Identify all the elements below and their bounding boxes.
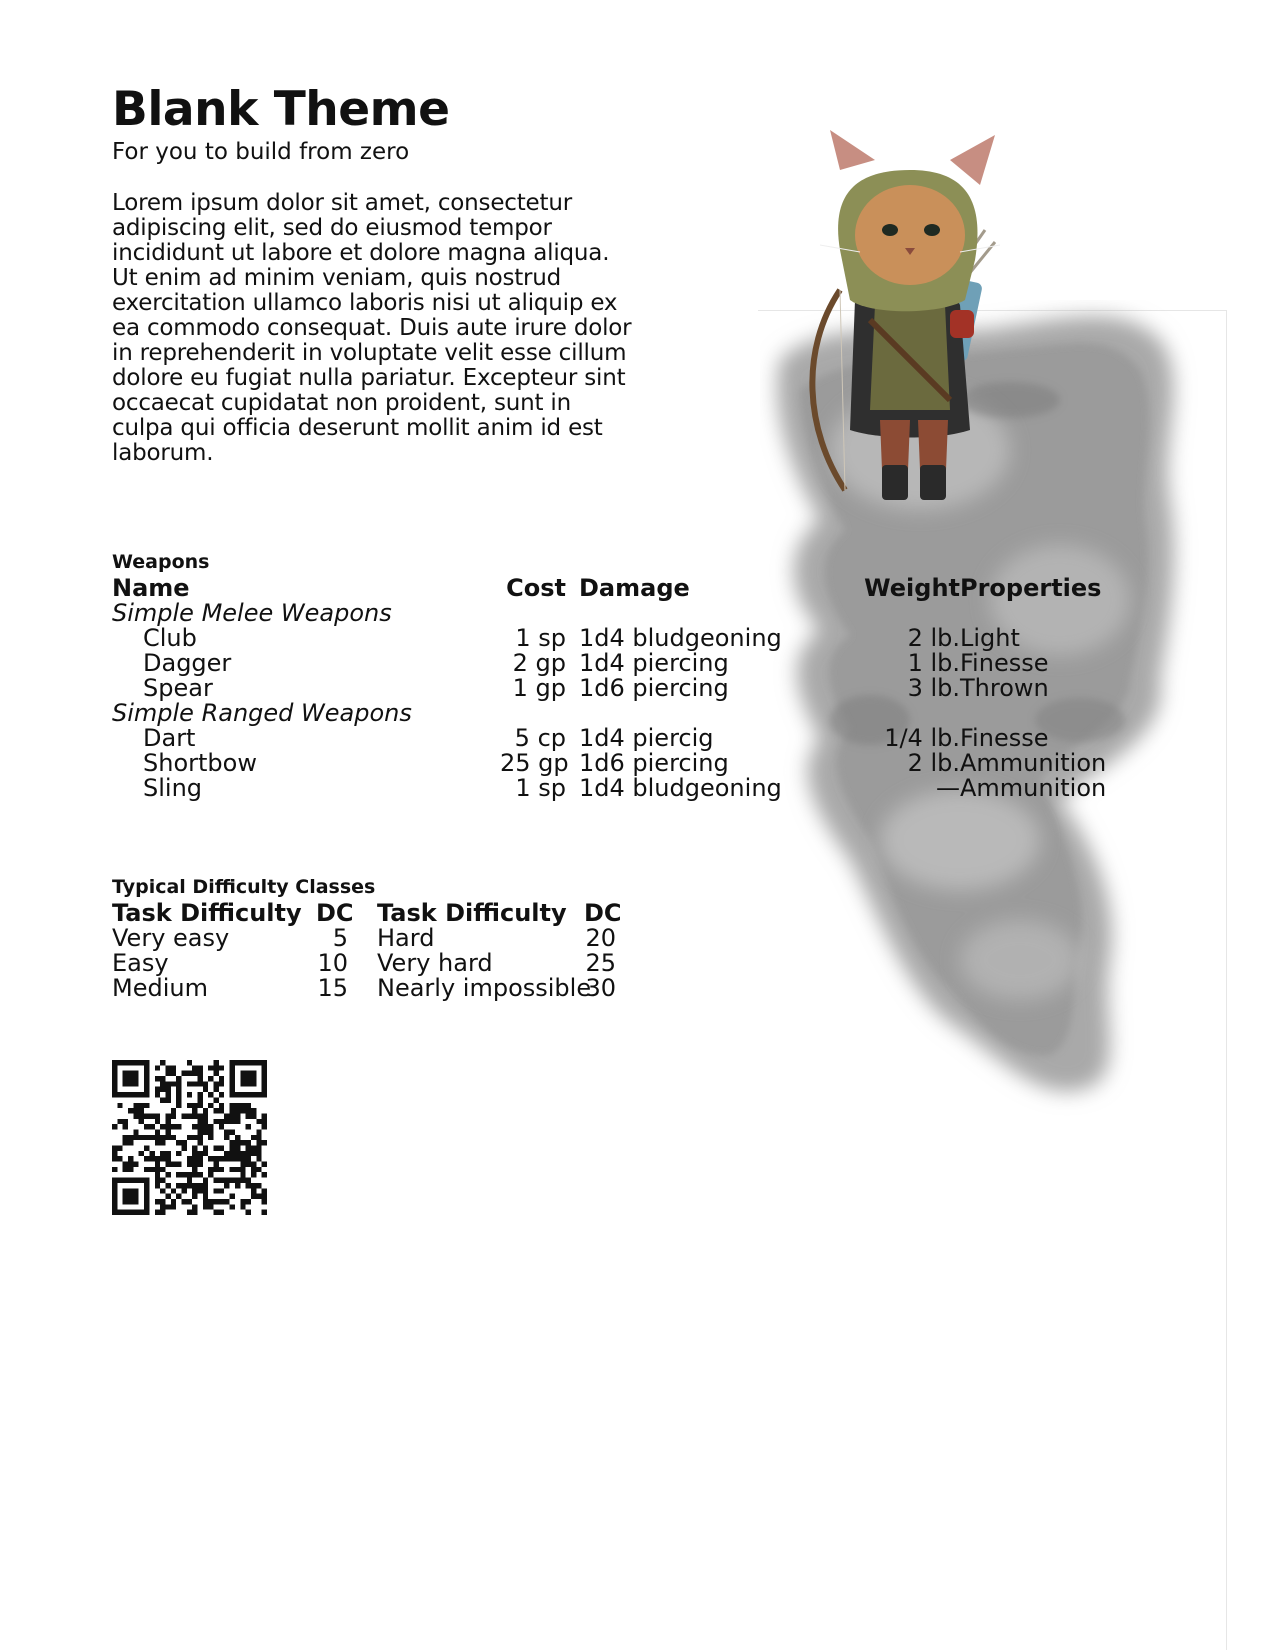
weapon-properties: Finesse bbox=[960, 649, 1049, 677]
dc-header-dc: DC bbox=[584, 899, 622, 927]
weapons-header-damage: Damage bbox=[579, 574, 690, 602]
weapon-properties: Ammunition bbox=[960, 774, 1107, 802]
weapon-weight: 3 lb. bbox=[907, 674, 960, 702]
weapon-weight: 1 lb. bbox=[907, 649, 960, 677]
dc-task: Very easy bbox=[112, 924, 230, 952]
dc-value: 10 bbox=[317, 949, 348, 977]
weapon-cost: 1 gp bbox=[512, 674, 566, 702]
dc-header-task: Task Difficulty bbox=[112, 899, 302, 927]
dc-header-task: Task Difficulty bbox=[377, 899, 567, 927]
weapon-cost: 2 gp bbox=[512, 649, 566, 677]
dc-header-dc: DC bbox=[316, 899, 354, 927]
weapon-name: Spear bbox=[143, 674, 213, 702]
dc-task: Easy bbox=[112, 949, 169, 977]
qr-code bbox=[112, 1060, 267, 1215]
weapons-group-label: Simple Melee Weapons bbox=[112, 599, 392, 627]
intro-paragraph: Lorem ipsum dolor sit amet, consectetur adipiscing elit, sed do eiusmod tempor incididunt ut labore et dolore magna aliqua. Ut enim ad minim veniam, quis nostrud exercitation ullamco laboris nisi ut aliquip ex ea commodo consequat. Duis aute irure dolor in reprehenderit in voluptate velit esse cillum dolore eu fugiat nulla pariatur. Excepteur sint occaecat cupidatat non proident, sunt in culpa qui officia deserunt mollit anim id est laborum. bbox=[112, 190, 632, 466]
dc-task: Medium bbox=[112, 974, 208, 1002]
weapons-header-cost: Cost bbox=[506, 574, 566, 602]
weapon-properties: Finesse bbox=[960, 724, 1049, 752]
weapon-cost: 5 cp bbox=[514, 724, 566, 752]
weapon-cost: 1 sp bbox=[515, 624, 566, 652]
weapons-header-properties: Properties bbox=[960, 574, 1102, 602]
dc-value: 20 bbox=[585, 924, 616, 952]
weapons-header-name: Name bbox=[112, 574, 190, 602]
weapon-name: Shortbow bbox=[143, 749, 257, 777]
weapon-name: Dagger bbox=[143, 649, 232, 677]
weapon-name: Dart bbox=[143, 724, 196, 752]
dc-value: 15 bbox=[317, 974, 348, 1002]
weapon-cost: 1 sp bbox=[515, 774, 566, 802]
dc-value: 30 bbox=[585, 974, 616, 1002]
dc-value: 5 bbox=[332, 924, 348, 952]
weapon-damage: 1d6 piercing bbox=[579, 749, 729, 777]
dc-task: Hard bbox=[377, 924, 435, 952]
weapon-damage: 1d4 piercing bbox=[579, 649, 729, 677]
dc-task: Nearly impossible bbox=[377, 974, 592, 1002]
page-title: Blank Theme bbox=[112, 82, 450, 137]
weapon-cost: 25 gp bbox=[500, 749, 569, 777]
dc-caption: Typical Difficulty Classes bbox=[112, 876, 376, 898]
weapon-weight: 2 lb. bbox=[907, 624, 960, 652]
weapons-group-label: Simple Ranged Weapons bbox=[112, 699, 412, 727]
weapon-name: Sling bbox=[143, 774, 203, 802]
cat-ranger-illustration bbox=[800, 130, 1020, 520]
weapon-damage: 1d6 piercing bbox=[579, 674, 729, 702]
weapon-weight: 2 lb. bbox=[907, 749, 960, 777]
weapon-properties: Light bbox=[960, 624, 1020, 652]
weapon-damage: 1d4 bludgeoning bbox=[579, 774, 782, 802]
weapon-weight: 1/4 lb. bbox=[884, 724, 960, 752]
dc-task: Very hard bbox=[377, 949, 493, 977]
weapon-weight: — bbox=[936, 774, 960, 802]
dc-value: 25 bbox=[585, 949, 616, 977]
weapon-name: Club bbox=[143, 624, 197, 652]
weapon-properties: Ammunition bbox=[960, 749, 1107, 777]
weapon-damage: 1d4 bludgeoning bbox=[579, 624, 782, 652]
weapons-header-weight: Weight bbox=[864, 574, 960, 602]
weapon-damage: 1d4 piercig bbox=[579, 724, 714, 752]
page-subtitle: For you to build from zero bbox=[112, 139, 410, 165]
weapon-properties: Thrown bbox=[960, 674, 1049, 702]
weapons-caption: Weapons bbox=[112, 551, 210, 573]
